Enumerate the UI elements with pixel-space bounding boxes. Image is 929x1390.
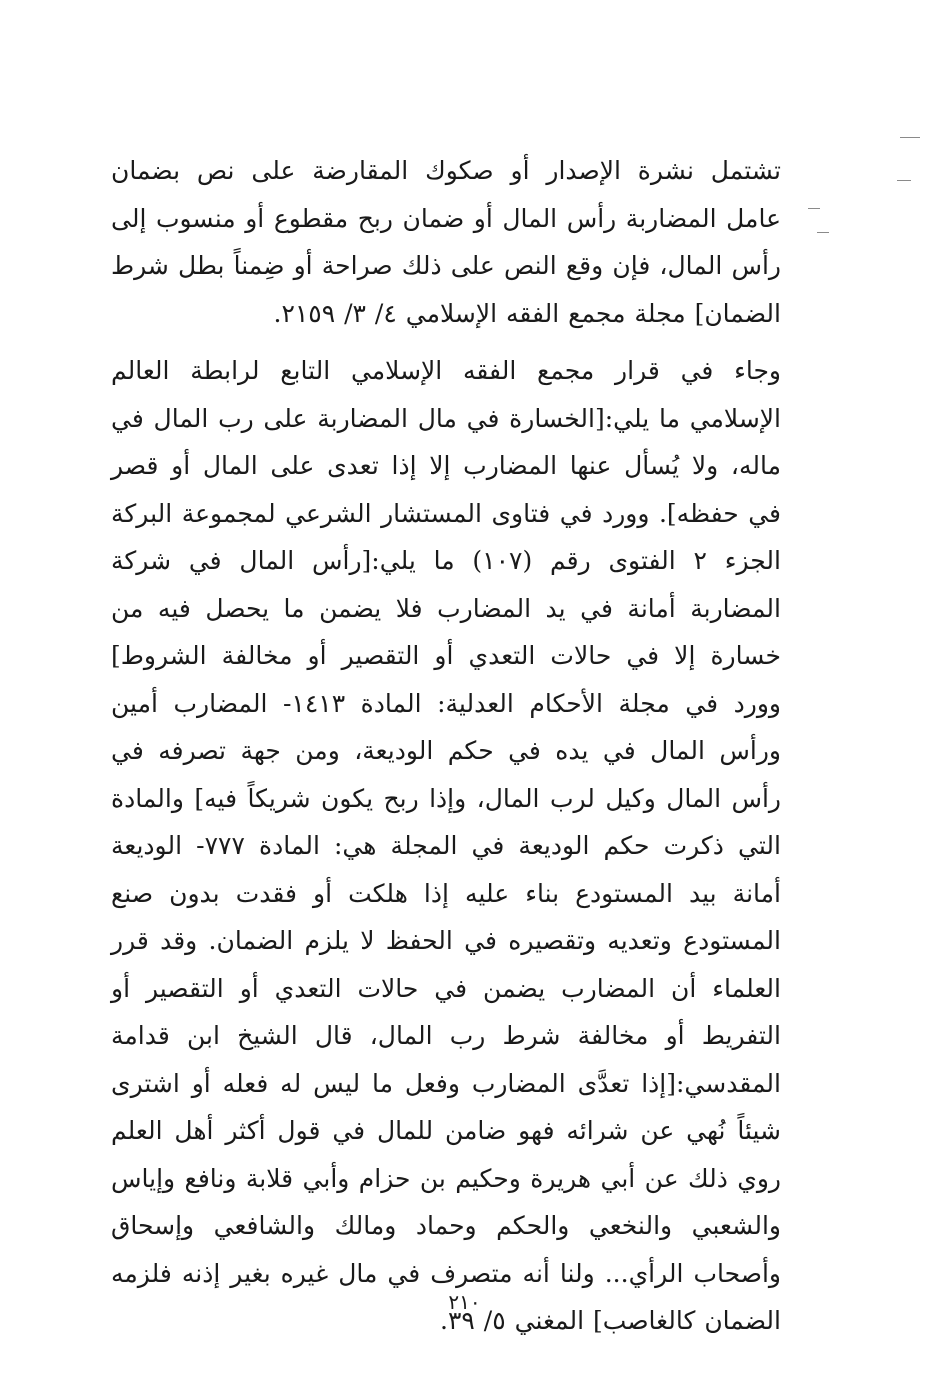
margin-line-mark xyxy=(897,180,911,181)
margin-line-mark xyxy=(817,232,829,233)
paragraph-2: وجاء في قرار مجمع الفقه الإسلامي التابع لرابطة العالم الإسلامي ما يلي:[الخسارة في مال المضاربة على رب المال في ماله، ولا يُسأل عنها المضارب إلا إذا تعدى على المال أو قصر في حفظه]. وورد في فتاوى المستشار الشرعي لمجموعة البركة الجزء ٢ الفتوى رقم (١٠٧) ما يلي:[رأس المال في شركة المضاربة أمانة في يد المضارب فلا يضمن ما يحصل فيه من خسارة إلا في حالات التعدي أو التقصير أو مخالفة الشروط] وورد في مجلة الأحكام العدلية: المادة ١٤١٣- المضارب أمين ورأس المال في يده في حكم الوديعة، ومن جهة تصرفه في رأس المال وكيل لرب المال، وإذا ربح يكون شريكاً فيه] والمادة التي ذكرت حكم الوديعة في المجلة هي: المادة ٧٧٧- الوديعة أمانة بيد المستودع بناء عليه إذا هلكت أو فقدت بدون صنع المستودع وتعديه وتقصيره في الحفظ لا يلزم الضمان. وقد قرر العلماء أن المضارب يضمن في حالات التعدي أو التقصير أو التفريط أو مخالفة شرط رب المال، قال الشيخ ابن قدامة المقدسي:[إذا تعدَّى المضارب وفعل ما ليس له فعله أو اشترى شيئاً نُهي عن شرائه فهو ضامن للمال في قول أكثر أهل العلم روي ذلك عن أبي هريرة وحكيم بن حزام وأبي قلابة ونافع وإياس والشعبي والنخعي والحكم وحماد ومالك والشافعي وإسحاق وأصحاب الرأي... ولنا أنه متصرف في مال غيره بغير إذنه فلزمه الضمان كالغاصب] المغني ٥/ ٣٩. xyxy=(111,356,781,1335)
margin-line-mark xyxy=(808,208,820,209)
page-number: ٢١٠ xyxy=(448,1290,481,1314)
paragraph-1: تشتمل نشرة الإصدار أو صكوك المقارضة على نص بضمان عامل المضاربة رأس المال أو ضمان ربح مقطوع أو منسوب إلى رأس المال، فإن وقع النص على ذلك صراحة أو ضِمناً بطل شرط الضمان] مجلة مجمع الفقه الإسلامي ٤/ ٣/ ٢١٥٩. xyxy=(111,156,781,328)
margin-line-mark xyxy=(900,137,920,138)
